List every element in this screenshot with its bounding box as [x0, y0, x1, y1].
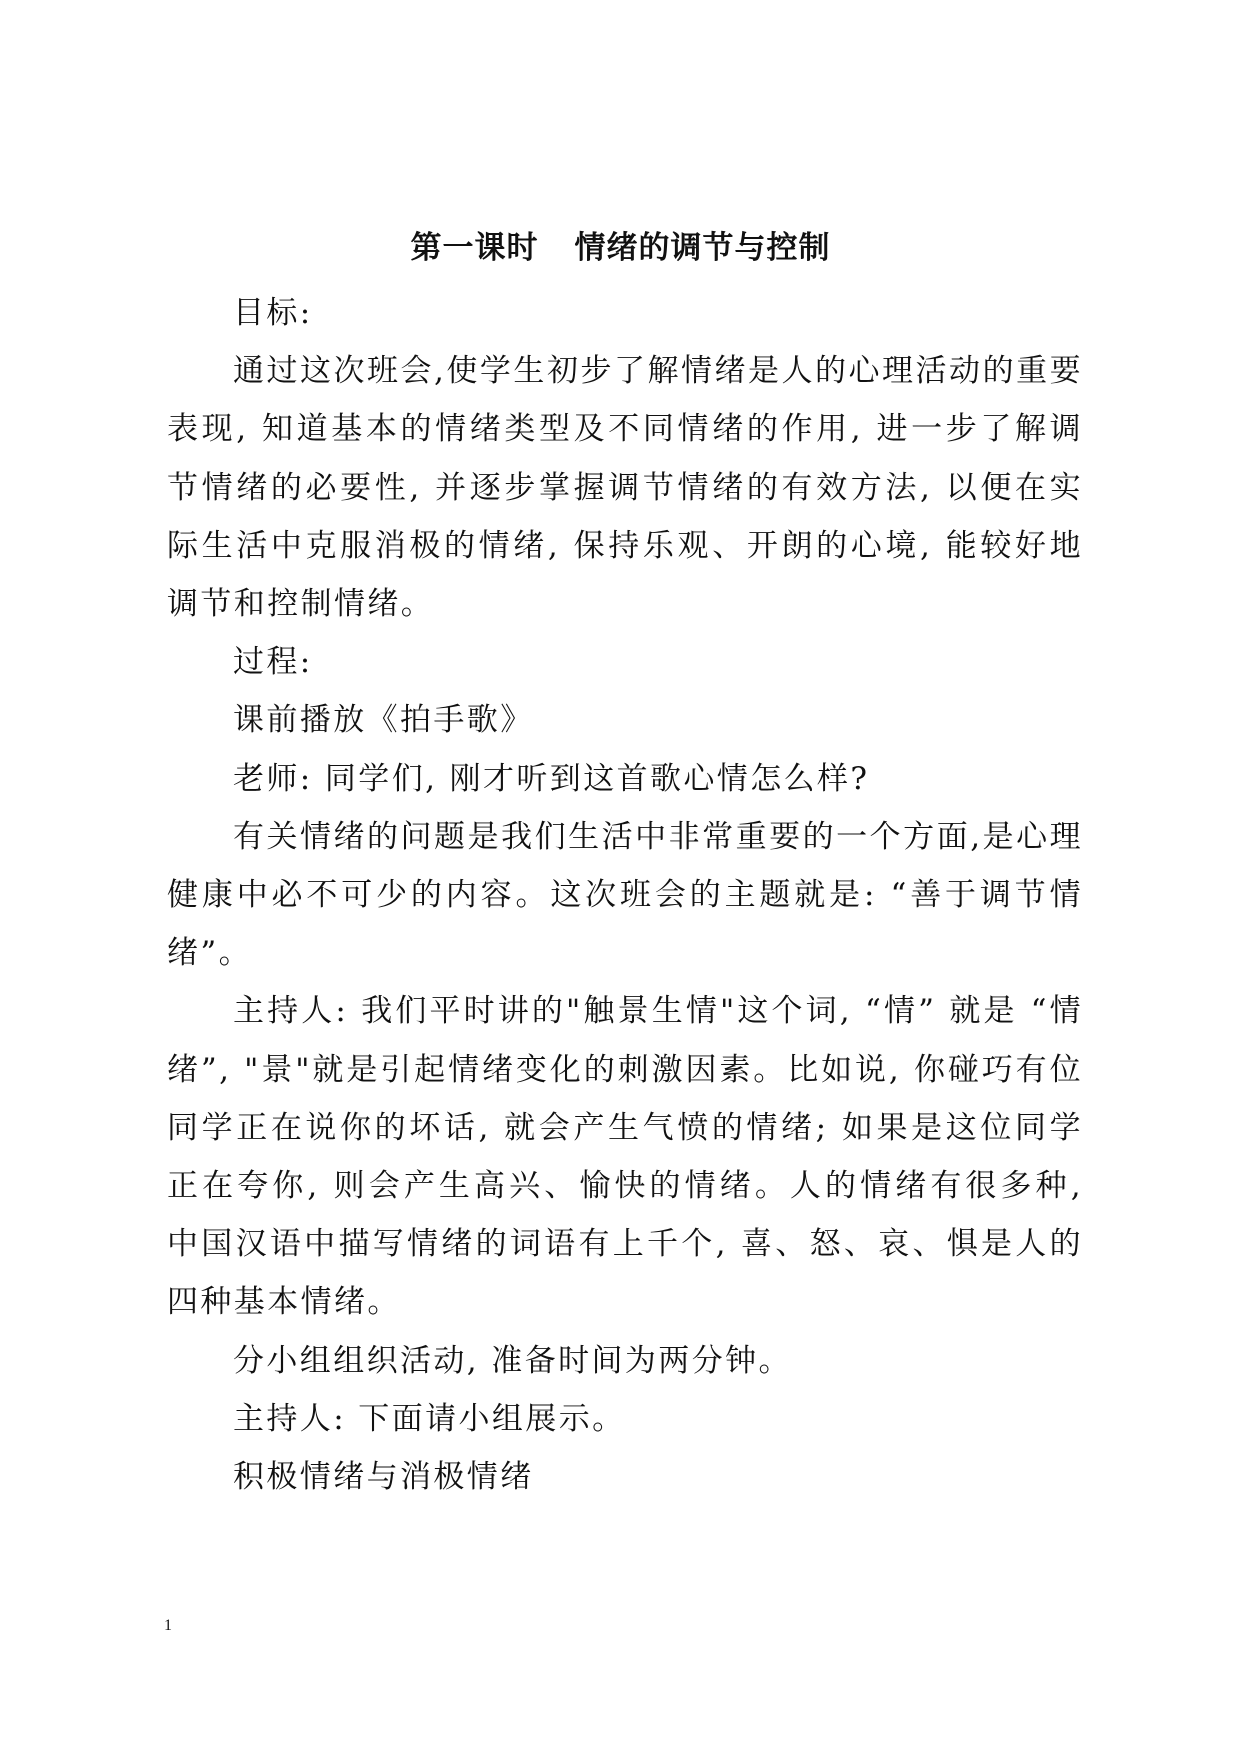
page-title: [0, 226, 1241, 270]
paragraph-host-presentation: 主持人: 下面请小组展示。: [233, 1400, 626, 1437]
paragraph-host-explanation: 主持人: 我们平时讲的"触景生情"这个词, “情” 就是 “情绪”, "景"就是引起情绪变化的刺激因素。比如说, 你碰巧有位同学正在说你的坏话, 就会产生气愤的情绪; 如果是这位同学正在夸你, 则会产生高兴、愉快的情绪。人的情绪有很多种, 中国汉语中描写情绪的词语有上千个, 喜、怒、哀、惧是人的四种基本情绪。: [167, 993, 1083, 1321]
paragraph-process-heading: 过程:: [233, 644, 313, 681]
paragraph-song: 课前播放《拍手歌》: [233, 702, 534, 739]
paragraph-teacher-question: 老师: 同学们, 刚才听到这首歌心情怎么样?: [233, 760, 870, 797]
paragraph-group-activity: 分小组组织活动, 准备时间为两分钟。: [233, 1342, 792, 1379]
page-number: 1: [164, 1617, 172, 1634]
paragraph-goal-heading: 目标:: [233, 295, 313, 331]
paragraph-emotions-topic: 积极情绪与消极情绪: [233, 1459, 534, 1496]
title-topic: 情绪的调节与控制: [574, 230, 831, 266]
paragraph-goal-text: 通过这次班会,使学生初步了解情绪是人的心理活动的重要表现, 知道基本的情绪类型及不同情绪的作用, 进一步了解调节情绪的必要性, 并逐步掌握调节情绪的有效方法, 以便在实际生活中克服消极的情绪, 保持乐观、开朗的心境, 能较好地调节和控制情绪。: [167, 353, 1083, 623]
paragraph-theme: 有关情绪的问题是我们生活中非常重要的一个方面,是心理健康中必不可少的内容。这次班会的主题就是: “善于调节情绪”。: [167, 818, 1083, 972]
document-body: [167, 284, 1083, 1506]
title-lesson-number: 第一课时: [410, 230, 539, 266]
